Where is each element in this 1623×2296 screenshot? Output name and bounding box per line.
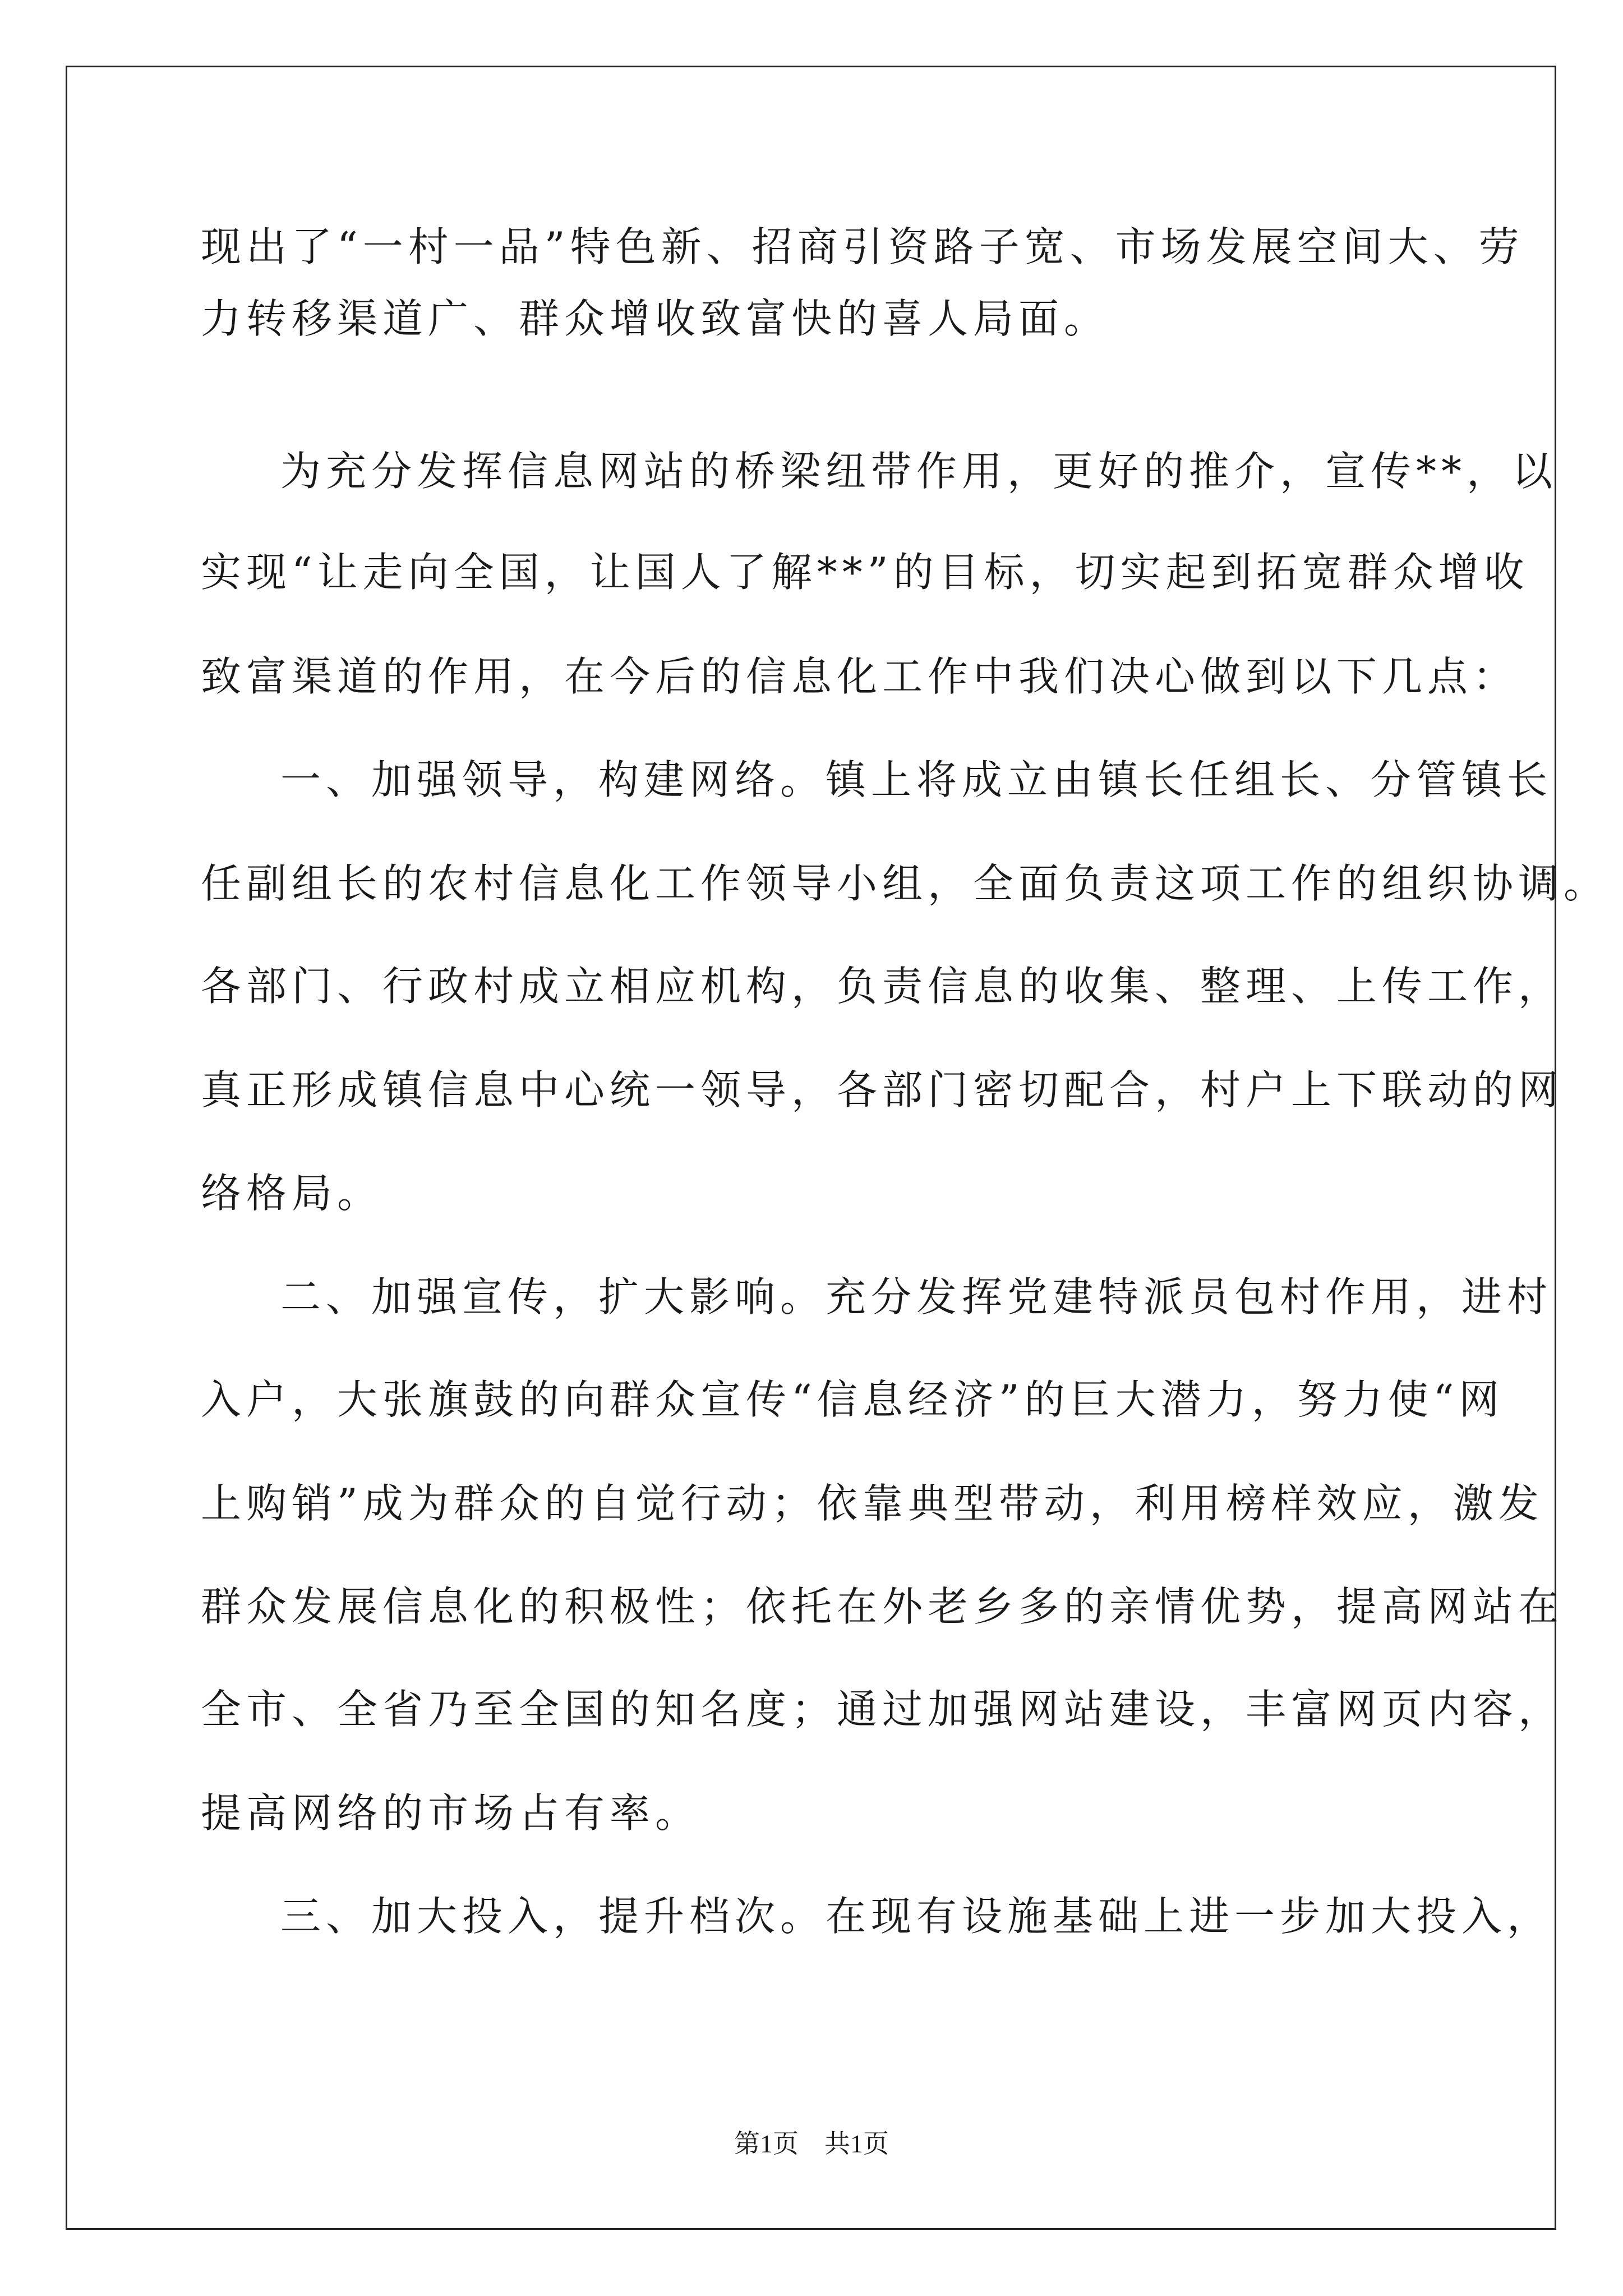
body-line: 群众发展信息化的积极性；依托在外老乡多的亲情优势，提高网站在	[201, 1583, 1564, 1630]
body-line: 全市、全省乃至全国的知名度；通过加强网站建设，丰富网页内容，	[201, 1686, 1564, 1733]
body-line: 各部门、行政村成立相应机构，负责信息的收集、整理、上传工作，	[201, 963, 1564, 1010]
body-line: 上购销”成为群众的自觉行动；依靠典型带动，利用榜样效应，激发	[201, 1480, 1544, 1527]
body-line: 现出了“一村一品”特色新、招商引资路子宽、市场发展空间大、劳	[201, 223, 1524, 270]
page-number-footer: 第1页 共1页	[734, 2129, 889, 2158]
body-line: 实现“让走向全国，让国人了解**”的目标，切实起到拓宽群众增收	[201, 549, 1529, 596]
body-line: 入户，大张旗鼓的向群众宣传“信息经济”的巨大潜力，努力使“网	[201, 1376, 1505, 1423]
paragraph-start-line: 三、加大投入，提升档次。在现有设施基础上进一步加大投入，	[280, 1893, 1553, 1940]
body-line: 致富渠道的作用，在今后的信息化工作中我们决心做到以下几点：	[201, 653, 1519, 700]
paragraph-start-line: 为充分发挥信息网站的桥梁纽带作用，更好的推介，宣传**，以	[280, 448, 1558, 495]
body-line: 提高网络的市场占有率。	[201, 1789, 701, 1837]
body-line: 力转移渠道广、群众增收致富快的喜人局面。	[201, 295, 1110, 342]
body-line: 络格局。	[201, 1170, 383, 1217]
body-line: 任副组长的农村信息化工作领导小组，全面负责这项工作的组织协调。	[201, 860, 1610, 907]
body-line: 真正形成镇信息中心统一领导，各部门密切配合，村户上下联动的网	[201, 1066, 1564, 1114]
paragraph-start-line: 一、加强领导，构建网络。镇上将成立由镇长任组长、分管镇长	[280, 756, 1553, 803]
paragraph-start-line: 二、加强宣传，扩大影响。充分发挥党建特派员包村作用，进村	[280, 1273, 1553, 1320]
